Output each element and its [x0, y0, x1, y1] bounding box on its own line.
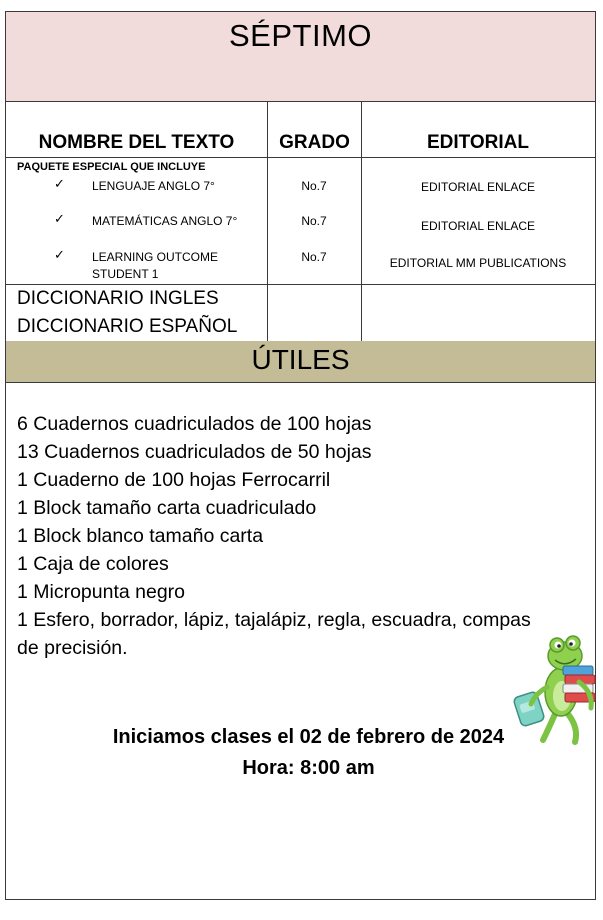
list-item: 13 Cuadernos cuadriculados de 50 hojas: [17, 441, 372, 463]
list-item: 1 Block blanco tamaño carta: [17, 525, 264, 547]
book-name: LENGUAJE ANGLO 7°: [92, 179, 215, 193]
dictionary-spanish: DICCIONARIO ESPAÑOL: [17, 316, 238, 337]
header-name-cell: [6, 102, 267, 158]
check-icon: ✓: [54, 176, 65, 191]
list-item: 1 Block tamaño carta cuadriculado: [17, 497, 317, 519]
header-name: NOMBRE DEL TEXTO: [38, 132, 235, 153]
package-label: PAQUETE ESPECIAL QUE INCLUYE: [17, 161, 206, 173]
book-grade: No.7: [301, 179, 327, 193]
list-item: 1 Esfero, borrador, lápiz, tajalápiz, regla, escuadra, compas: [17, 609, 531, 631]
list-item: 1 Caja de colores: [17, 553, 169, 575]
header-editorial-cell: [361, 102, 595, 158]
book-name-line1: LEARNING OUTCOME: [92, 250, 219, 264]
dictionary-english: DICCIONARIO INGLES: [17, 288, 219, 309]
list-item: de precisión.: [17, 637, 128, 659]
start-date-text: Iniciamos clases el 02 de febrero de 2024: [112, 726, 505, 748]
header-grade: GRADO: [279, 132, 350, 153]
utiles-heading: ÚTILES: [251, 344, 350, 375]
frog-with-books-icon: [513, 632, 603, 747]
list-item: 6 Cuadernos cuadriculados de 100 hojas: [17, 413, 372, 435]
supplies-list: [17, 410, 587, 662]
book-editorial: EDITORIAL ENLACE: [420, 180, 536, 194]
header-grade-cell: [267, 102, 362, 158]
start-time-text: Hora: 8:00 am: [242, 757, 375, 779]
book-name: MATEMÁTICAS ANGLO 7°: [92, 214, 238, 228]
utiles-band: [6, 341, 595, 383]
check-icon: ✓: [54, 211, 65, 226]
book-grade: No.7: [301, 250, 327, 264]
book-editorial: EDITORIAL MM PUBLICATIONS: [389, 256, 567, 270]
grid-line: [6, 284, 595, 285]
list-item: 1 Cuaderno de 100 hojas Ferrocarril: [17, 469, 331, 491]
backpack-icon: [513, 691, 545, 727]
document-page: [5, 11, 596, 900]
list-item: 1 Micropunta negro: [17, 581, 186, 603]
page-title: SÉPTIMO: [228, 18, 372, 53]
book-grade: No.7: [301, 214, 327, 228]
title-band: [6, 12, 595, 102]
check-icon: ✓: [54, 247, 65, 262]
book-editorial: EDITORIAL ENLACE: [420, 219, 536, 233]
book-name-line2: STUDENT 1: [92, 267, 159, 281]
header-editorial: EDITORIAL: [426, 132, 530, 153]
